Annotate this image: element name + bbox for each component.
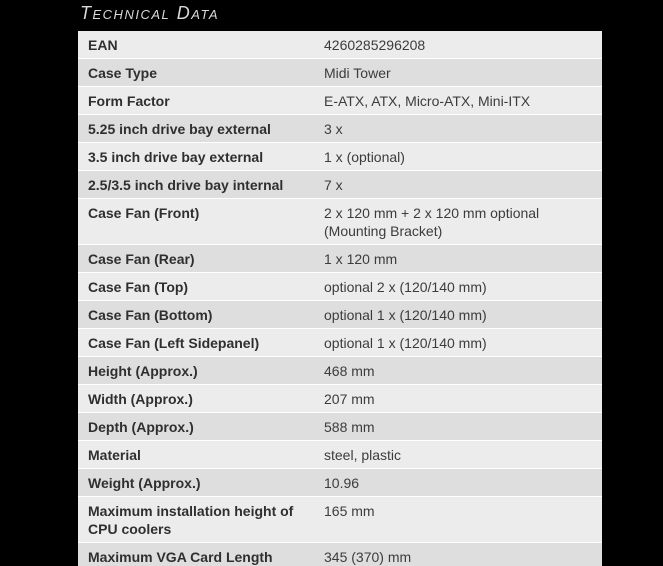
spec-label: Maximum VGA Card Length	[78, 543, 314, 566]
table-row	[78, 329, 602, 357]
spec-value: steel, plastic	[314, 441, 602, 469]
spec-value: 2 x 120 mm + 2 x 120 mm optional (Mounting Bracket)	[314, 199, 602, 245]
spec-label: Depth (Approx.)	[78, 413, 314, 441]
table-row	[78, 497, 602, 543]
spec-value: 4260285296208	[314, 31, 602, 59]
spec-table	[78, 31, 602, 566]
spec-value: 10.96	[314, 469, 602, 497]
spec-value: optional 1 x (120/140 mm)	[314, 329, 602, 357]
spec-table-body	[78, 31, 602, 566]
spec-label: Case Type	[78, 59, 314, 87]
spec-label: 5.25 inch drive bay external	[78, 115, 314, 143]
spec-label: 3.5 inch drive bay external	[78, 143, 314, 171]
spec-label: Height (Approx.)	[78, 357, 314, 385]
table-row	[78, 469, 602, 497]
spec-value: Midi Tower	[314, 59, 602, 87]
table-row	[78, 143, 602, 171]
table-row	[78, 59, 602, 87]
table-row	[78, 357, 602, 385]
spec-value: 1 x 120 mm	[314, 245, 602, 273]
spec-value: 345 (370) mm	[314, 543, 602, 566]
spec-value: 588 mm	[314, 413, 602, 441]
spec-label: Form Factor	[78, 87, 314, 115]
table-row	[78, 171, 602, 199]
table-row	[78, 87, 602, 115]
table-row	[78, 273, 602, 301]
spec-label: Case Fan (Front)	[78, 199, 314, 245]
spec-value: 7 x	[314, 171, 602, 199]
table-row	[78, 301, 602, 329]
spec-value: 207 mm	[314, 385, 602, 413]
section-title: Technical Data	[80, 3, 220, 23]
table-row	[78, 413, 602, 441]
spec-label: Weight (Approx.)	[78, 469, 314, 497]
table-row	[78, 245, 602, 273]
table-row	[78, 441, 602, 469]
table-row	[78, 115, 602, 143]
spec-label: Case Fan (Rear)	[78, 245, 314, 273]
spec-value: 165 mm	[314, 497, 602, 543]
spec-label: Material	[78, 441, 314, 469]
spec-label: Maximum installation height of CPU coolers	[78, 497, 314, 543]
spec-value: 1 x (optional)	[314, 143, 602, 171]
spec-value: optional 1 x (120/140 mm)	[314, 301, 602, 329]
table-row	[78, 199, 602, 245]
spec-value: E-ATX, ATX, Micro-ATX, Mini-ITX	[314, 87, 602, 115]
table-row	[78, 31, 602, 59]
table-row	[78, 385, 602, 413]
spec-value: 3 x	[314, 115, 602, 143]
spec-label: EAN	[78, 31, 314, 59]
spec-label: Width (Approx.)	[78, 385, 314, 413]
table-row	[78, 543, 602, 566]
spec-label: Case Fan (Bottom)	[78, 301, 314, 329]
spec-label: Case Fan (Left Sidepanel)	[78, 329, 314, 357]
spec-label: Case Fan (Top)	[78, 273, 314, 301]
spec-label: 2.5/3.5 inch drive bay internal	[78, 171, 314, 199]
spec-value: optional 2 x (120/140 mm)	[314, 273, 602, 301]
spec-value: 468 mm	[314, 357, 602, 385]
